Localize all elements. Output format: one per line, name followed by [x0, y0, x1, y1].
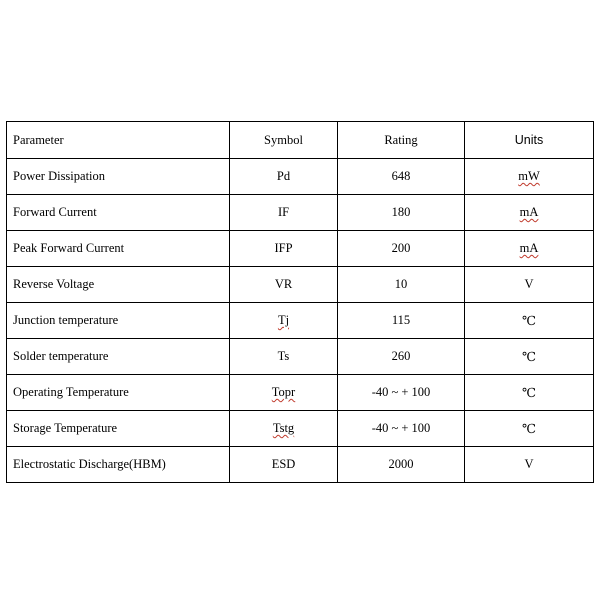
table-row [7, 303, 594, 339]
units-cell [465, 375, 594, 411]
symbol-cell [230, 375, 338, 411]
rating-text: -40 ~ + 100 [371, 421, 431, 435]
rating-text: -40 ~ + 100 [371, 385, 431, 399]
units-text: ℃ [522, 385, 536, 400]
table-header-row [7, 122, 594, 159]
rating-cell [338, 231, 465, 267]
parameter-cell [7, 375, 230, 411]
rating-cell [338, 159, 465, 195]
units-text: V [524, 277, 534, 291]
rating-text: 115 [391, 313, 411, 327]
rating-text: 180 [391, 205, 411, 219]
table-row [7, 339, 594, 375]
header-symbol: Symbol [264, 132, 303, 147]
symbol-cell [230, 447, 338, 483]
header-rating: Rating [384, 132, 418, 147]
parameter-cell [7, 159, 230, 195]
units-text: ℃ [522, 349, 536, 364]
units-cell [465, 231, 594, 267]
parameter-text: Peak Forward Current [13, 241, 125, 255]
symbol-cell [230, 195, 338, 231]
table-row [7, 411, 594, 447]
parameter-text: Storage Temperature [13, 421, 118, 435]
units-cell [465, 195, 594, 231]
units-cell [465, 303, 594, 339]
rating-text: 200 [391, 241, 411, 255]
parameter-text: Junction temperature [13, 313, 119, 327]
rating-cell [338, 411, 465, 447]
rating-text: 2000 [388, 457, 414, 471]
symbol-text: Tstg [272, 421, 295, 435]
symbol-cell [230, 411, 338, 447]
parameter-text: Power Dissipation [13, 169, 106, 183]
units-text: mW [518, 169, 540, 183]
rating-text: 10 [394, 277, 408, 291]
rating-cell [338, 375, 465, 411]
symbol-text: IFP [274, 241, 293, 255]
symbol-cell [230, 303, 338, 339]
parameter-text: Solder temperature [13, 349, 109, 363]
rating-text: 648 [391, 169, 411, 183]
header-units: Units [514, 132, 544, 147]
symbol-text: Tj [277, 313, 290, 327]
symbol-cell [230, 267, 338, 303]
parameter-cell [7, 267, 230, 303]
header-symbol-cell [230, 122, 338, 159]
units-cell [465, 447, 594, 483]
parameter-text: Electrostatic Discharge(HBM) [13, 457, 166, 471]
rating-text: 260 [391, 349, 411, 363]
table-row [7, 231, 594, 267]
parameter-text: Reverse Voltage [13, 277, 95, 291]
parameter-text: Operating Temperature [13, 385, 129, 399]
symbol-text: IF [277, 205, 290, 219]
parameter-cell [7, 447, 230, 483]
rating-cell [338, 339, 465, 375]
units-text: mA [519, 205, 539, 219]
symbol-cell [230, 339, 338, 375]
parameter-cell [7, 339, 230, 375]
header-units-cell [465, 122, 594, 159]
units-text: ℃ [522, 421, 536, 436]
rating-cell [338, 447, 465, 483]
units-text: mA [519, 241, 539, 255]
table-row [7, 159, 594, 195]
parameter-cell [7, 195, 230, 231]
symbol-text: Pd [276, 169, 291, 183]
parameter-cell [7, 303, 230, 339]
symbol-text: Topr [271, 385, 296, 399]
symbol-cell [230, 231, 338, 267]
header-parameter: Parameter [13, 132, 64, 147]
symbol-text: VR [274, 277, 293, 291]
rating-cell [338, 303, 465, 339]
units-cell [465, 339, 594, 375]
header-parameter-cell [7, 122, 230, 159]
units-text: ℃ [522, 313, 536, 328]
parameter-text: Forward Current [13, 205, 97, 219]
header-rating-cell [338, 122, 465, 159]
table-row [7, 267, 594, 303]
parameter-cell [7, 411, 230, 447]
parameter-cell [7, 231, 230, 267]
table-row [7, 447, 594, 483]
absolute-maximum-ratings-table [6, 121, 594, 483]
units-cell [465, 267, 594, 303]
units-cell [465, 411, 594, 447]
table-row [7, 195, 594, 231]
symbol-cell [230, 159, 338, 195]
units-cell [465, 159, 594, 195]
table-row [7, 375, 594, 411]
units-text: V [524, 457, 534, 471]
rating-cell [338, 267, 465, 303]
rating-cell [338, 195, 465, 231]
symbol-text: Ts [277, 349, 290, 363]
symbol-text: ESD [271, 457, 296, 471]
